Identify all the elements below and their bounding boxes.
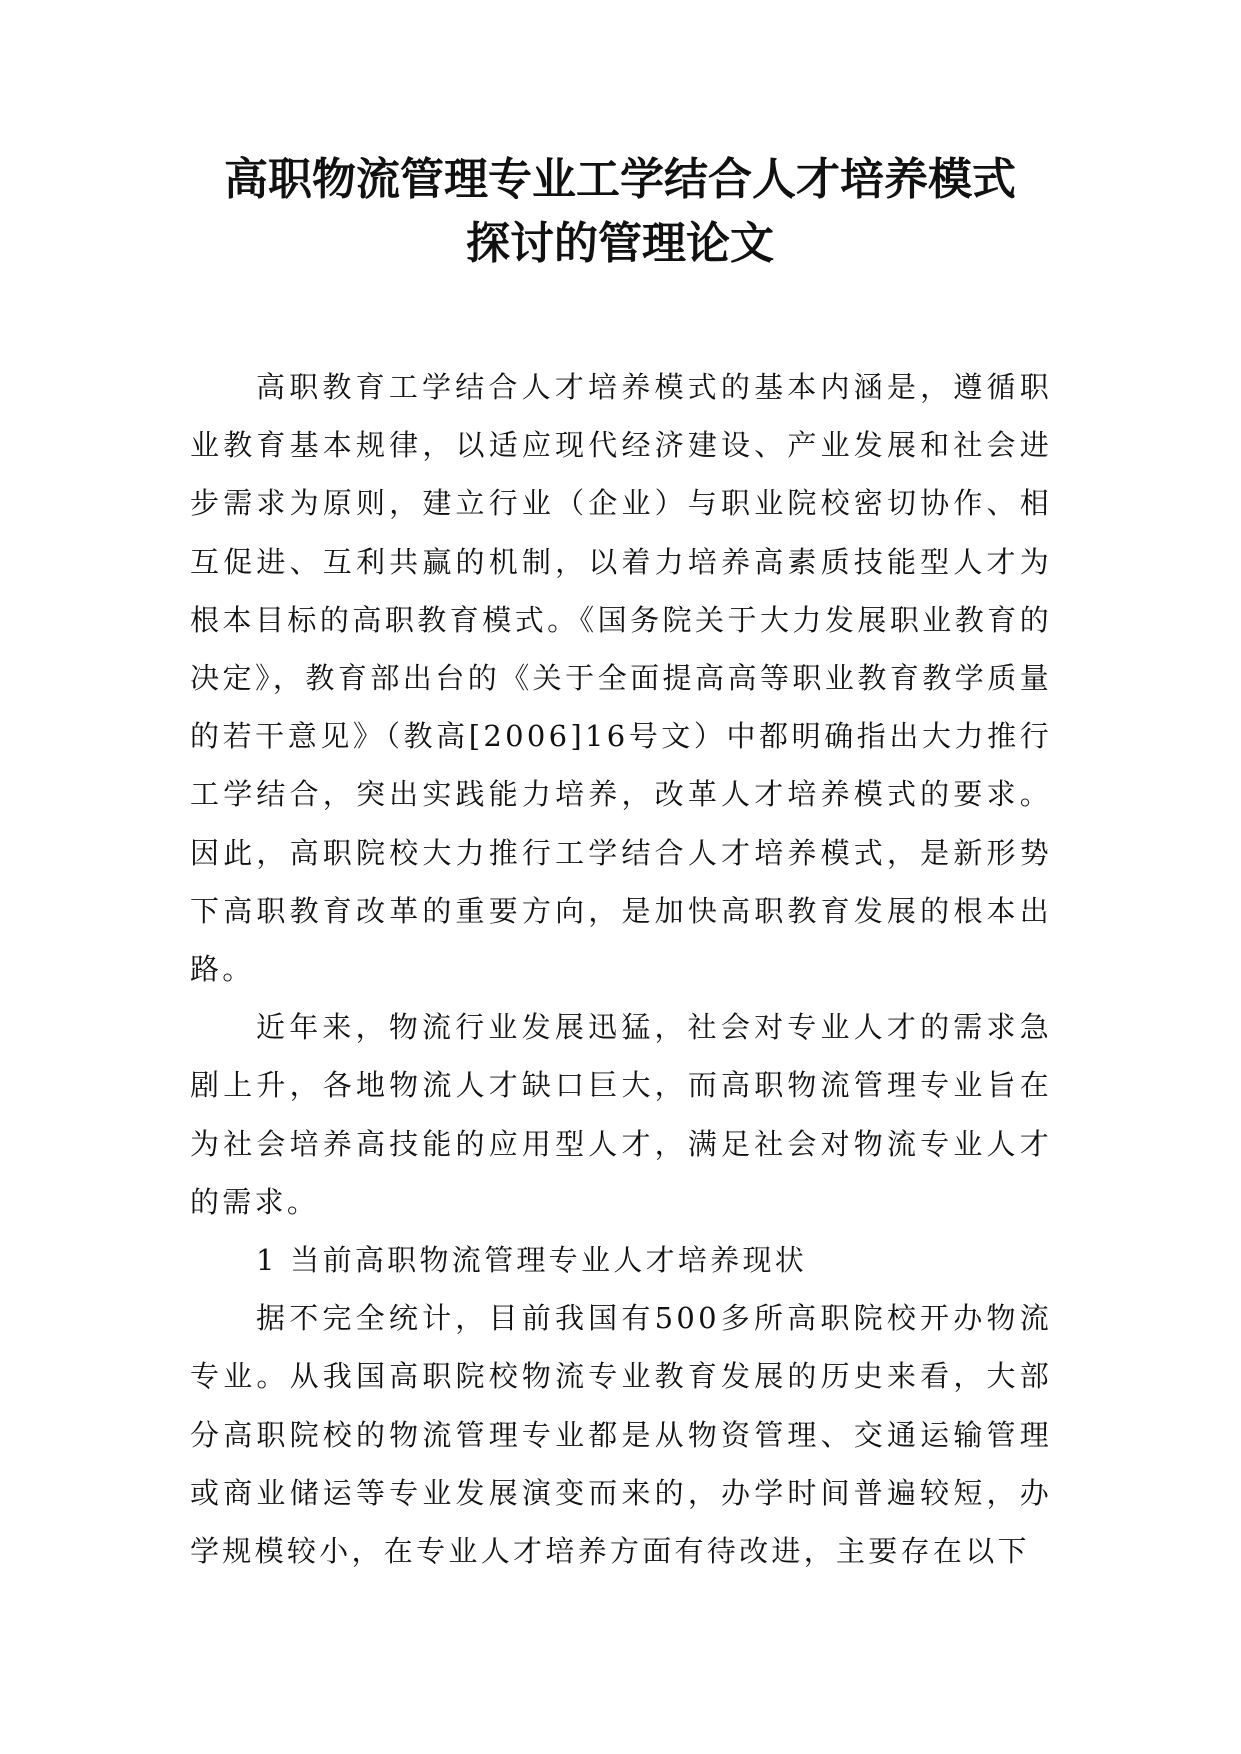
document-title [160, 148, 1080, 276]
document-body [190, 358, 1052, 1580]
paragraph-industry: 近年来，物流行业发展迅猛，社会对专业人才的需求急剧上升，各地物流人才缺口巨大，而高职物流管理专业旨在为社会培养高技能的应用型人才，满足社会对物流专业人才的需求。 [190, 1010, 1052, 1219]
paragraph-intro: 高职教育工学结合人才培养模式的基本内涵是，遵循职业教育基本规律，以适应现代经济建设、产业发展和社会进步需求为原则，建立行业（企业）与职业院校密切协作、相互促进、互利共赢的机制，以着力培养高素质技能型人才为根本目标的高职教育模式。《国务院关于大力发展职业教育的决定》，教育部出台的《关于全面提高高等职业教育教学质量的若干意见》（教高[2006]16号文）中都明确指出大力推行工学结合，突出实践能力培养，改革人才培养模式的要求。因此，高职院校大力推行工学结合人才培养模式，是新形势下高职教育改革的重要方向，是加快高职教育发展的根本出路。 [190, 370, 1052, 987]
section-heading-1: 1 当前高职物流管理专业人才培养现状 [256, 1243, 808, 1278]
paragraph-status: 据不完全统计，目前我国有500多所高职院校开办物流专业。从我国高职院校物流专业教育发展的历史来看，大部分高职院校的物流管理专业都是从物资管理、交通运输管理或商业储运等专业发展演变而来的，办学时间普遍较短，办学规模较小，在专业人才培养方面有待改进，主要存在以下 [190, 1301, 1052, 1569]
title-line-1: 高职物流管理专业工学结合人才培养模式 [224, 154, 1016, 205]
title-line-2: 探讨的管理论文 [466, 218, 774, 269]
